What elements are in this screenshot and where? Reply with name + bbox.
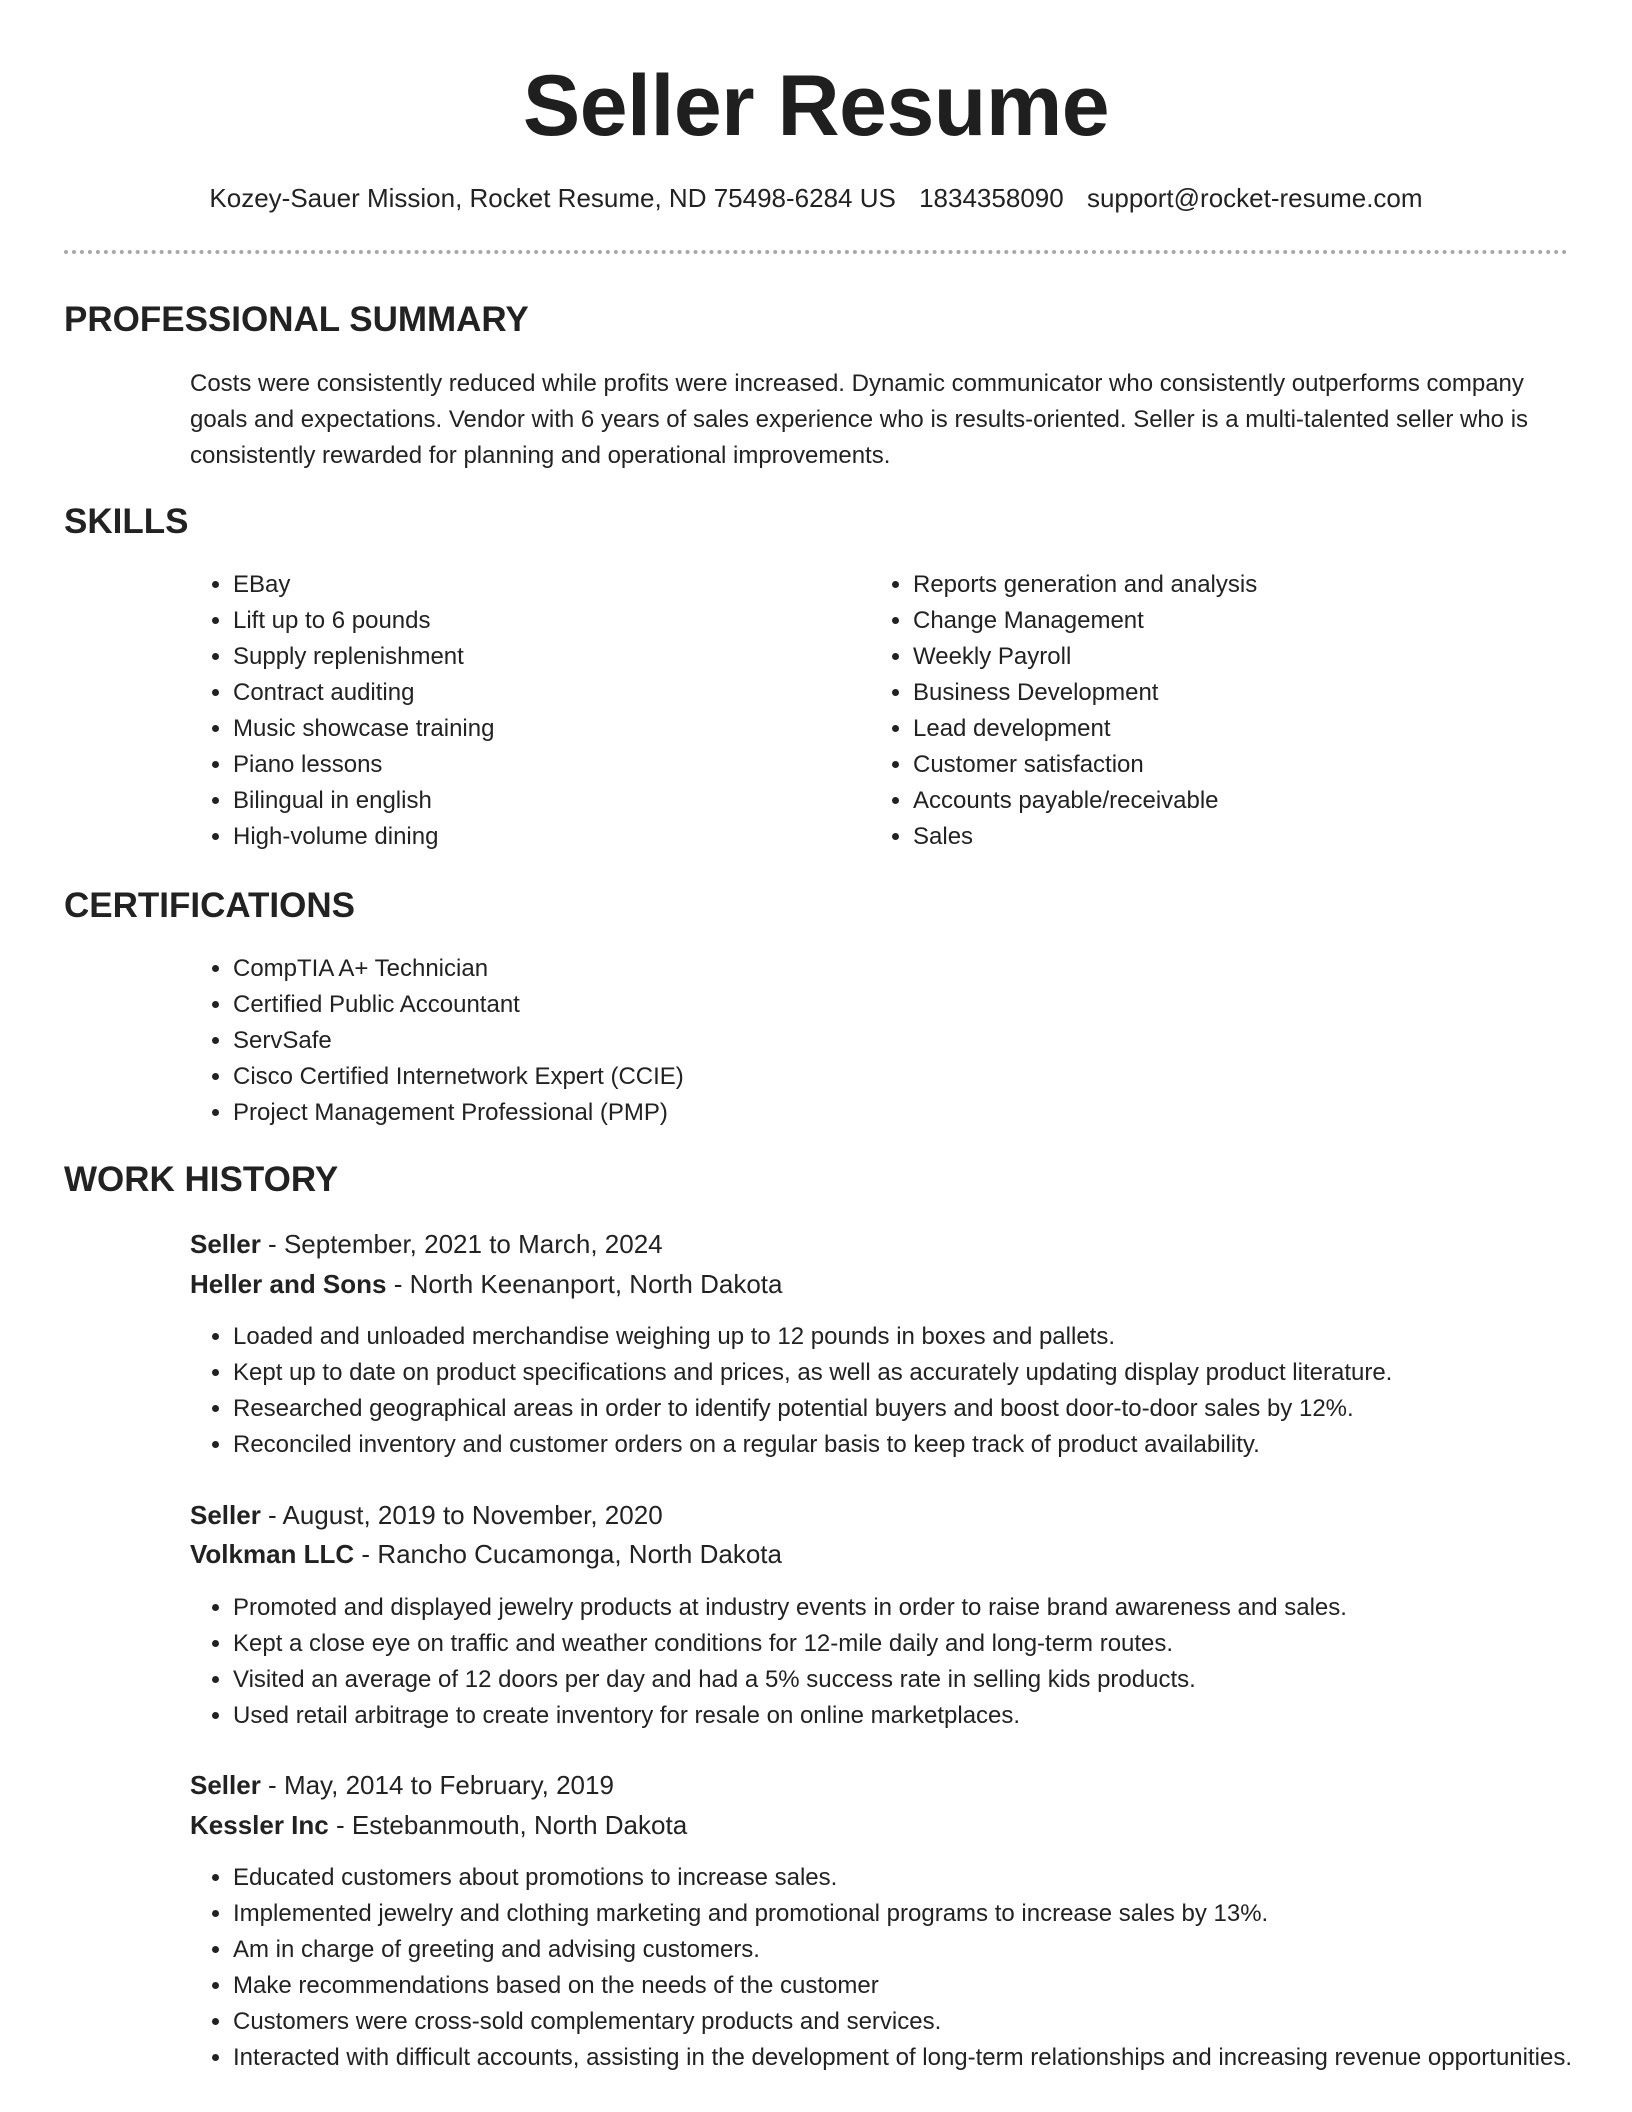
skill-item: • Reports generation and analysis — [913, 567, 1553, 603]
certification-item: • ServSafe — [233, 1023, 1533, 1059]
job-role-line: Seller - August, 2019 to November, 2020 — [190, 1500, 663, 1530]
section-title-work-history: WORK HISTORY — [64, 1160, 339, 1199]
job-role-line: Seller - September, 2021 to March, 2024 — [190, 1229, 663, 1259]
job-company-line: Volkman LLC - Rancho Cucamonga, North Dakota — [190, 1539, 782, 1569]
skill-item: • Change Management — [913, 603, 1553, 639]
job-bullet: • Promoted and displayed jewelry products at industry events in order to raise brand awareness and sales. — [233, 1590, 1613, 1626]
job-dates: August, 2019 to November, 2020 — [282, 1500, 663, 1530]
skill-item: • Lead development — [913, 711, 1553, 747]
job-role-line: Seller - May, 2014 to February, 2019 — [190, 1770, 614, 1800]
job-bullet: • Researched geographical areas in order to identify potential buyers and boost door-to-door sales by 12%. — [233, 1391, 1613, 1427]
skill-item: • Business Development — [913, 675, 1553, 711]
skill-item: • Weekly Payroll — [913, 639, 1553, 675]
job-bullet: • Kept up to date on product specifications and prices, as well as accurately updating display product literature. — [233, 1355, 1613, 1391]
job-bullet: • Customers were cross-sold complementary products and services. — [233, 2004, 1573, 2040]
certification-item: • Certified Public Accountant — [233, 987, 1533, 1023]
job-company-line: Kessler Inc - Estebanmouth, North Dakota — [190, 1810, 688, 1840]
skill-item: • Music showcase training — [233, 711, 833, 747]
job-bullet: • Loaded and unloaded merchandise weighing up to 12 pounds in boxes and pallets. — [233, 1319, 1613, 1355]
skill-item: • Contract auditing — [233, 675, 833, 711]
section-title-summary: PROFESSIONAL SUMMARY — [64, 300, 529, 339]
section-title-certifications: CERTIFICATIONS — [64, 886, 356, 925]
contact-phone: 1834358090 — [919, 183, 1064, 213]
skill-item: • High-volume dining — [233, 819, 833, 855]
job-location: North Keenanport, North Dakota — [409, 1269, 783, 1299]
contact-address: Kozey-Sauer Mission, Rocket Resume, ND 75498-6284 US — [209, 183, 896, 213]
skill-item: • Sales — [913, 819, 1553, 855]
job-bullet: • Am in charge of greeting and advising customers. — [233, 1932, 1573, 1968]
job-role: Seller — [190, 1229, 261, 1259]
job-location: Estebanmouth, North Dakota — [351, 1810, 688, 1840]
job-role: Seller — [190, 1500, 261, 1530]
skill-item: • Accounts payable/receivable — [913, 783, 1553, 819]
header-divider — [64, 250, 1568, 254]
skill-item: • Bilingual in english — [233, 783, 833, 819]
job-dates: May, 2014 to February, 2019 — [283, 1770, 614, 1800]
job-dates: September, 2021 to March, 2024 — [283, 1229, 663, 1259]
certifications-list — [189, 951, 1533, 1131]
job-bullet: • Visited an average of 12 doors per day and had a 5% success rate in selling kids products. — [233, 1662, 1613, 1698]
skills-list-right — [869, 567, 1553, 855]
job-bullet: • Implemented jewelry and clothing marketing and promotional programs to increase sales by 13%. — [233, 1896, 1573, 1932]
section-title-skills: SKILLS — [64, 502, 189, 541]
contact-line — [0, 180, 1632, 216]
job-bullet: • Kept a close eye on traffic and weather conditions for 12-mile daily and long-term routes. — [233, 1626, 1613, 1662]
certification-item: • CompTIA A+ Technician — [233, 951, 1533, 987]
summary-text: Costs were consistently reduced while profits were increased. Dynamic communicator who consistently outperforms company goals and expectations. Vendor with 6 years of sales experience who is results-oriented. Seller is a multi-talented seller who is consistently rewarded for planning and operational improvements. — [190, 370, 1529, 469]
job-location: Rancho Cucamonga, North Dakota — [377, 1539, 782, 1569]
skill-item: • EBay — [233, 567, 833, 603]
job-company: Volkman LLC — [190, 1539, 355, 1569]
contact-email: support@rocket-resume.com — [1086, 183, 1423, 213]
job-role: Seller — [190, 1770, 261, 1800]
job-bullet: • Educated customers about promotions to increase sales. — [233, 1860, 1573, 1896]
skill-item: • Piano lessons — [233, 747, 833, 783]
job-bullet: • Interacted with difficult accounts, assisting in the development of long-term relationships and increasing revenue opportunities. — [233, 2040, 1573, 2076]
job-company: Heller and Sons — [190, 1269, 387, 1299]
skill-item: • Supply replenishment — [233, 639, 833, 675]
job-company: Kessler Inc — [190, 1810, 329, 1840]
job-company-line: Heller and Sons - North Keenanport, North Dakota — [190, 1269, 783, 1299]
job-bullets — [189, 1319, 1613, 1463]
job-bullets — [189, 1860, 1573, 2076]
job-bullet: • Used retail arbitrage to create inventory for resale on online marketplaces. — [233, 1698, 1613, 1734]
skill-item: • Customer satisfaction — [913, 747, 1553, 783]
job-bullets — [189, 1590, 1613, 1734]
certification-item: • Project Management Professional (PMP) — [233, 1095, 1533, 1131]
job-bullet: • Reconciled inventory and customer orders on a regular basis to keep track of product availability. — [233, 1427, 1613, 1463]
skills-list-left — [189, 567, 833, 855]
resume-title: Seller Resume — [522, 58, 1110, 154]
certification-item: • Cisco Certified Internetwork Expert (CCIE) — [233, 1059, 1533, 1095]
skill-item: • Lift up to 6 pounds — [233, 603, 833, 639]
job-bullet: • Make recommendations based on the needs of the customer — [233, 1968, 1573, 2004]
